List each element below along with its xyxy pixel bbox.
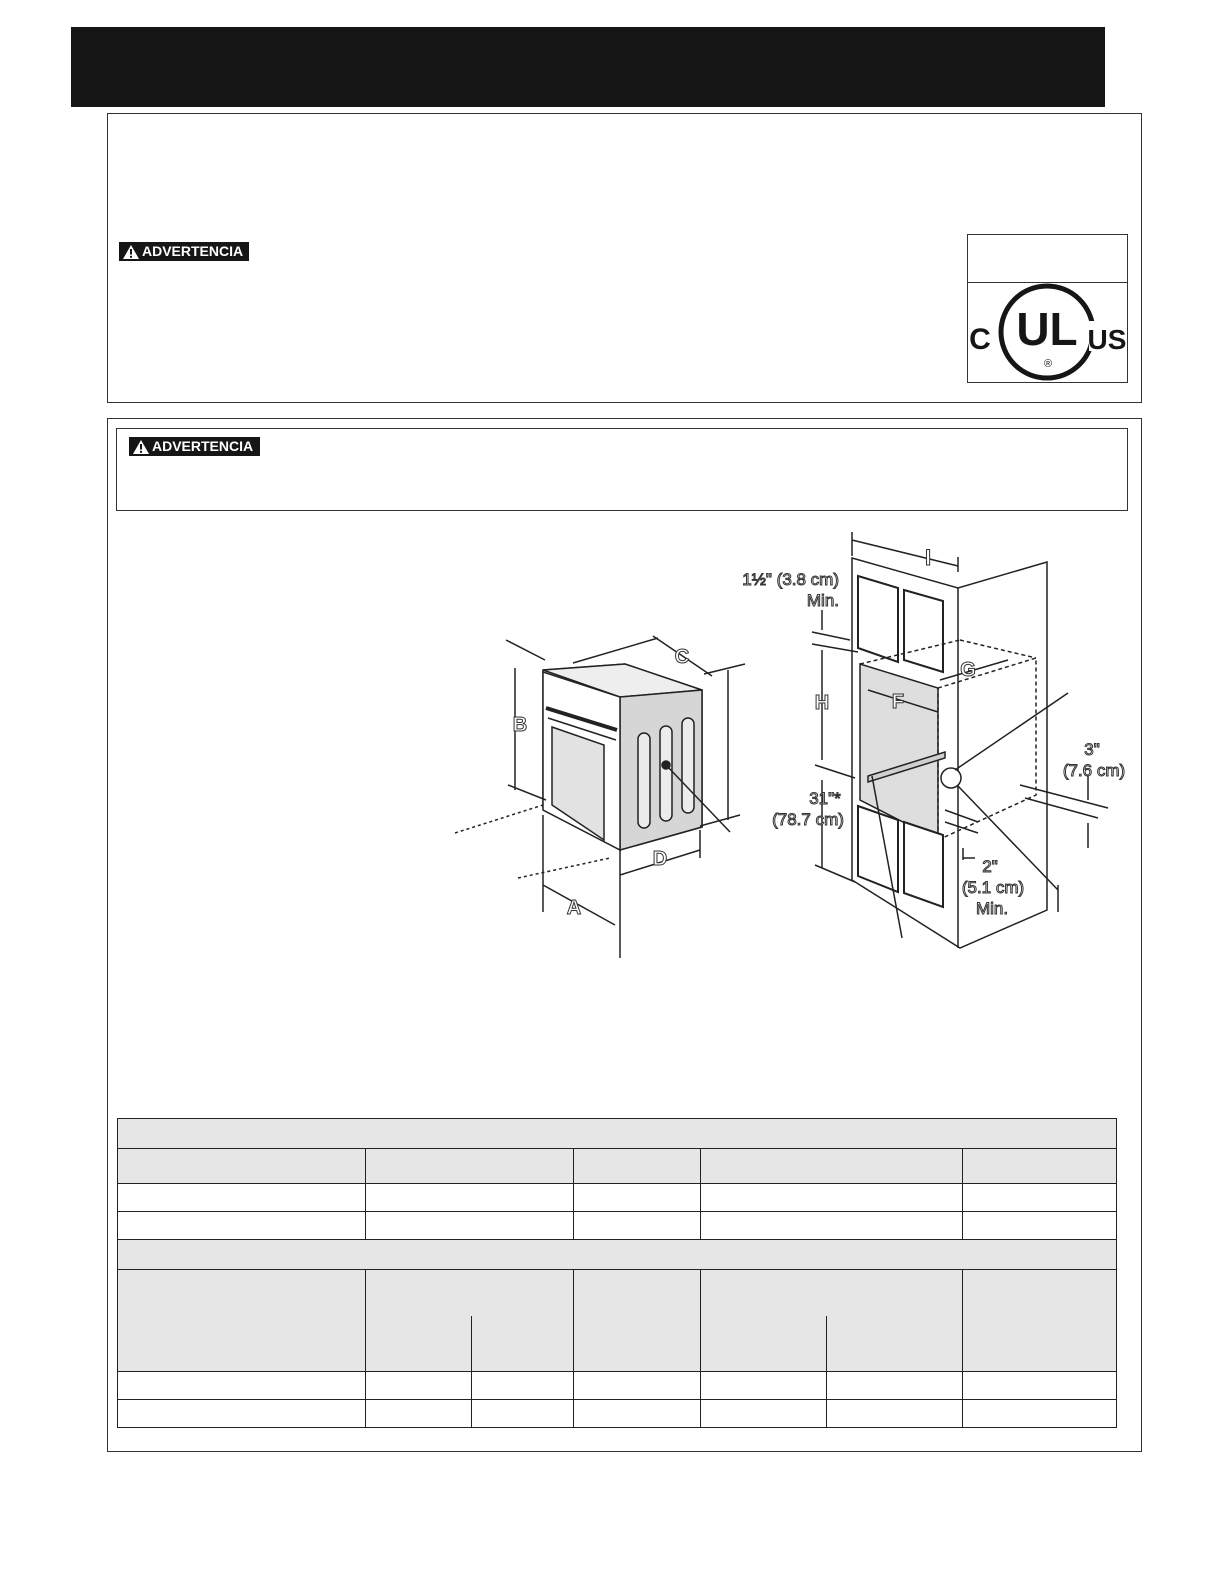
table-cell: [573, 1184, 701, 1212]
table-row: [118, 1212, 1117, 1240]
table-cell: [118, 1212, 366, 1240]
dim-label-i: I: [924, 545, 932, 570]
bottom-clearance-min-label: Min.: [975, 899, 1009, 918]
installation-diagram: [440, 520, 1140, 970]
dim-label-d: D: [652, 848, 668, 870]
dim-label-a: A: [566, 897, 582, 919]
spec-table-2: [117, 1239, 1117, 1428]
ul-logo: [968, 283, 1126, 382]
table-cell: [573, 1270, 701, 1372]
side-clearance-label: 3": [1084, 740, 1100, 759]
header-bar: [71, 27, 1105, 107]
table-cell: [365, 1212, 573, 1240]
table-cell: [573, 1372, 701, 1400]
dim-label-f: F: [891, 691, 905, 713]
warning-badge-label: ADVERTENCIA: [142, 243, 244, 259]
table-cell: [365, 1316, 471, 1372]
top-clearance-min-label: Min.: [806, 591, 839, 610]
warning-box: [116, 428, 1128, 511]
warning-icon: [122, 244, 140, 260]
dim-label-g: G: [960, 659, 976, 681]
table-row: [118, 1400, 1117, 1428]
ul-center-text: UL: [1016, 303, 1078, 355]
table-title-row: [118, 1240, 1117, 1270]
table-cell: [118, 1400, 366, 1428]
table-cell: [471, 1372, 573, 1400]
table-cell: [118, 1149, 366, 1184]
ul-certification-box: [967, 234, 1128, 383]
table-cell: [365, 1270, 573, 1316]
floor-height-cm-label: (78.7 cm): [772, 810, 844, 829]
table-cell: [118, 1184, 366, 1212]
table-cell: [963, 1400, 1117, 1428]
table-cell: [118, 1372, 366, 1400]
table-cell: [573, 1400, 701, 1428]
dim-label-h: H: [814, 692, 830, 714]
bottom-clearance-cm-label: (5.1 cm): [961, 878, 1025, 897]
table-cell: [701, 1149, 963, 1184]
table-cell: [701, 1270, 963, 1316]
table-cell: [365, 1372, 471, 1400]
table-cell: [118, 1270, 366, 1372]
table-cell: [827, 1316, 963, 1372]
table-cell: [701, 1212, 963, 1240]
table-cell: [963, 1184, 1117, 1212]
table-cell: [471, 1400, 573, 1428]
table-row: [118, 1372, 1117, 1400]
table-title-row: [118, 1119, 1117, 1149]
warning-badge-top: [119, 242, 249, 261]
table-cell: [365, 1400, 471, 1428]
table-cell: [827, 1400, 963, 1428]
table-cell: [573, 1212, 701, 1240]
table-header-row: [118, 1270, 1117, 1316]
table-header-row: [118, 1149, 1117, 1184]
warning-icon: [132, 439, 150, 455]
ul-right-text: US: [1087, 324, 1126, 355]
table-cell: [963, 1149, 1117, 1184]
dim-label-c: C: [674, 646, 690, 668]
dim-label-b: B: [512, 714, 528, 736]
bottom-clearance-label: 2": [982, 857, 998, 876]
table-cell: [827, 1372, 963, 1400]
warning-badge-label: ADVERTENCIA: [152, 438, 254, 454]
table-cell: [365, 1149, 573, 1184]
table-cell: [118, 1119, 1117, 1149]
ul-left-text: C: [969, 323, 991, 356]
table-row: [118, 1184, 1117, 1212]
table-cell: [701, 1316, 827, 1372]
table-cell: [365, 1184, 573, 1212]
floor-height-label: 31"*: [809, 789, 841, 808]
cabinet-drawing: [812, 532, 1108, 948]
table-cell: [963, 1212, 1117, 1240]
ul-registered-mark: ®: [1043, 358, 1053, 370]
spec-table-1: [117, 1118, 1117, 1240]
top-clearance-label: 1½" (3.8 cm): [742, 570, 839, 589]
table-cell: [963, 1270, 1117, 1372]
warning-badge-main: [129, 437, 260, 456]
table-cell: [118, 1240, 1117, 1270]
table-cell: [963, 1372, 1117, 1400]
table-cell: [573, 1149, 701, 1184]
table-cell: [701, 1400, 827, 1428]
side-clearance-cm-label: (7.6 cm): [1062, 761, 1126, 780]
ul-box-header: [968, 235, 1127, 283]
table-cell: [701, 1184, 963, 1212]
oven-drawing: [455, 636, 745, 958]
table-cell: [701, 1372, 827, 1400]
table-cell: [471, 1316, 573, 1372]
